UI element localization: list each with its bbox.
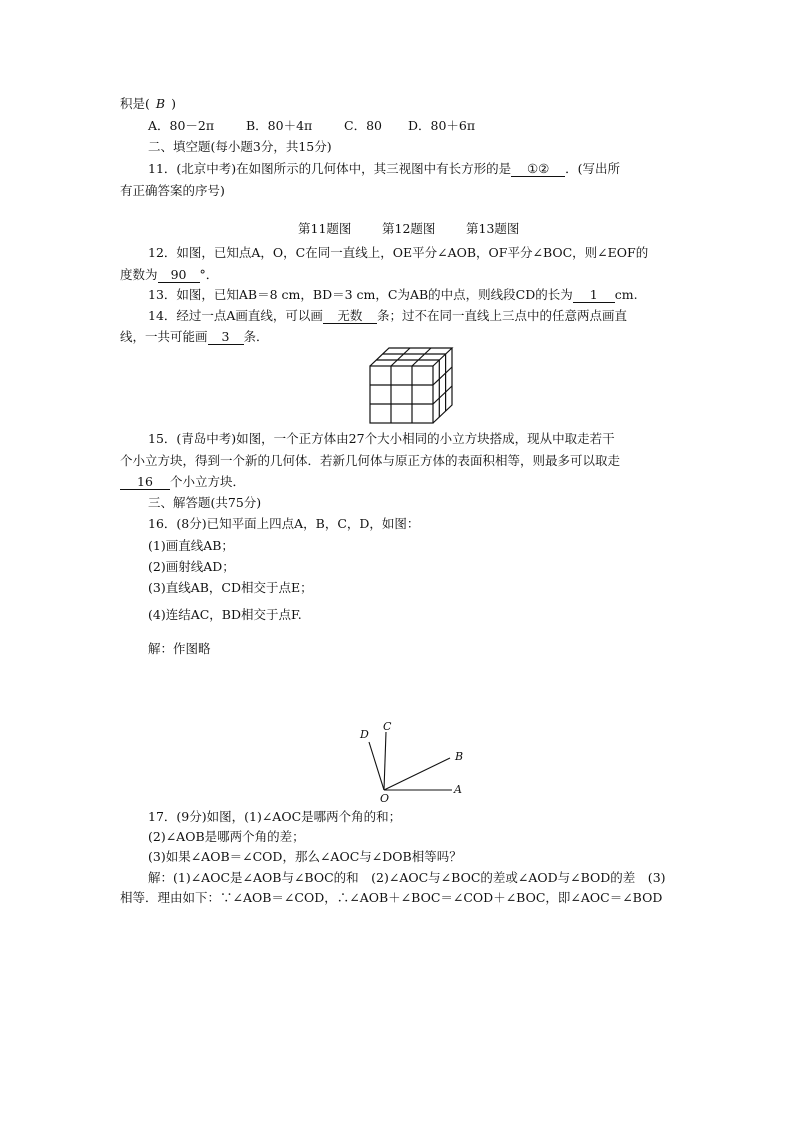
caption-13: 第13题图 <box>466 221 520 236</box>
label-b: B <box>455 750 464 763</box>
q10-option-a: A．80－2π <box>148 118 215 133</box>
q11-line2: 有正确答案的序号) <box>120 183 225 198</box>
label-a: A <box>454 783 462 796</box>
q10-tail <box>120 95 176 113</box>
q11-text: 11．(北京中考)在如图所示的几何体中，其三视图中有长方形的是 <box>148 161 512 176</box>
q16-item-2: (2)画射线AD； <box>148 559 235 574</box>
q14-answer2: 3 <box>208 329 244 345</box>
q16-solution: 解：作图略 <box>148 641 211 656</box>
label-d: D <box>360 728 369 741</box>
q11-post: ．(写出所 <box>565 161 621 176</box>
q11-answer: ①② <box>511 161 565 177</box>
q16-item-3: (3)直线AB，CD相交于点E； <box>148 580 313 595</box>
q10-option-c: C．80 <box>344 118 382 133</box>
q16-item-4: (4)连结AC，BD相交于点F. <box>148 607 302 622</box>
ray-od <box>369 742 384 790</box>
q13-text: 13．如图，已知AB＝8 cm，BD＝3 cm，C为AB的中点，则线段CD的长为 <box>148 287 573 302</box>
q15-post: 个小立方块． <box>170 474 246 489</box>
q15-line2: 个小立方块，得到一个新的几何体．若新几何体与原正方体的表面积相等，则最多可以取走 <box>120 453 621 468</box>
q14-text: 14．经过一点A画直线，可以画 <box>148 308 323 323</box>
q12-post: °． <box>199 267 219 282</box>
q12-line1: 12．如图，已知点A，O，C在同一直线上，OE平分∠AOB，OF平分∠BOC，则∠EOF的 <box>148 245 649 260</box>
q14-line2 <box>120 328 269 346</box>
q10-tail-text: 积是( <box>120 96 150 111</box>
q14-pre2: 线，一共可能画 <box>120 329 208 344</box>
q14-post: 条；过不在同一直线上三点中的任意两点画直 <box>376 308 627 323</box>
q11-line1 <box>148 160 620 178</box>
q15-answer: 16 <box>120 474 170 490</box>
q10-answer: B <box>155 96 166 111</box>
caption-12: 第12题图 <box>382 221 436 236</box>
q12-pre: 度数为 <box>120 267 158 282</box>
q10-close: ) <box>171 96 176 111</box>
q12-answer: 90 <box>158 267 200 283</box>
q14-answer1: 无数 <box>323 308 377 324</box>
q17-solution-line1: 解：(1)∠AOC是∠AOB与∠BOC的和 (2)∠AOC与∠BOC的差或∠AOD与∠BOD的差 (3) <box>148 870 666 885</box>
q14-post2: 条． <box>243 329 269 344</box>
q15-line1: 15．(青岛中考)如图，一个正方体由27个大小相同的小立方块搭成，现从中取走若干 <box>148 431 615 446</box>
q15-line3 <box>120 473 245 491</box>
q10-option-b: B．80＋4π <box>246 118 313 133</box>
q13-post: cm. <box>614 287 638 302</box>
q10-options <box>148 117 475 135</box>
q17-item-3: (3)如果∠AOB＝∠COD，那么∠AOC与∠DOB相等吗？ <box>148 849 462 864</box>
q17-solution-line2: 相等．理由如下：∵∠AOB＝∠COD，∴∠AOB＋∠BOC＝∠COD＋∠BOC，即∠AOC＝∠BOD <box>120 890 663 905</box>
q13-answer: 1 <box>573 287 615 303</box>
section-2-heading: 二、填空题(每小题3分，共15分) <box>148 139 332 154</box>
ray-oc <box>384 732 386 790</box>
ray-ob <box>384 758 450 790</box>
angle-figure <box>352 718 468 804</box>
cube-figure <box>368 346 454 426</box>
section-3-heading: 三、解答题(共75分) <box>148 495 262 510</box>
q13-line <box>148 286 638 304</box>
q17-item-2: (2)∠AOB是哪两个角的差； <box>148 829 305 844</box>
q17-stem: 17．(9分)如图，(1)∠AOC是哪两个角的和； <box>148 809 402 824</box>
q16-stem: 16．(8分)已知平面上四点A，B，C，D，如图： <box>148 516 420 531</box>
label-o: O <box>380 792 390 804</box>
q10-option-d: D．80＋6π <box>408 118 476 133</box>
q12-line2 <box>120 266 218 284</box>
label-c: C <box>383 720 392 733</box>
q16-item-1: (1)画直线AB； <box>148 538 234 553</box>
q14-line1 <box>148 307 627 325</box>
figure-captions <box>298 220 519 238</box>
caption-11: 第11题图 <box>298 221 352 236</box>
